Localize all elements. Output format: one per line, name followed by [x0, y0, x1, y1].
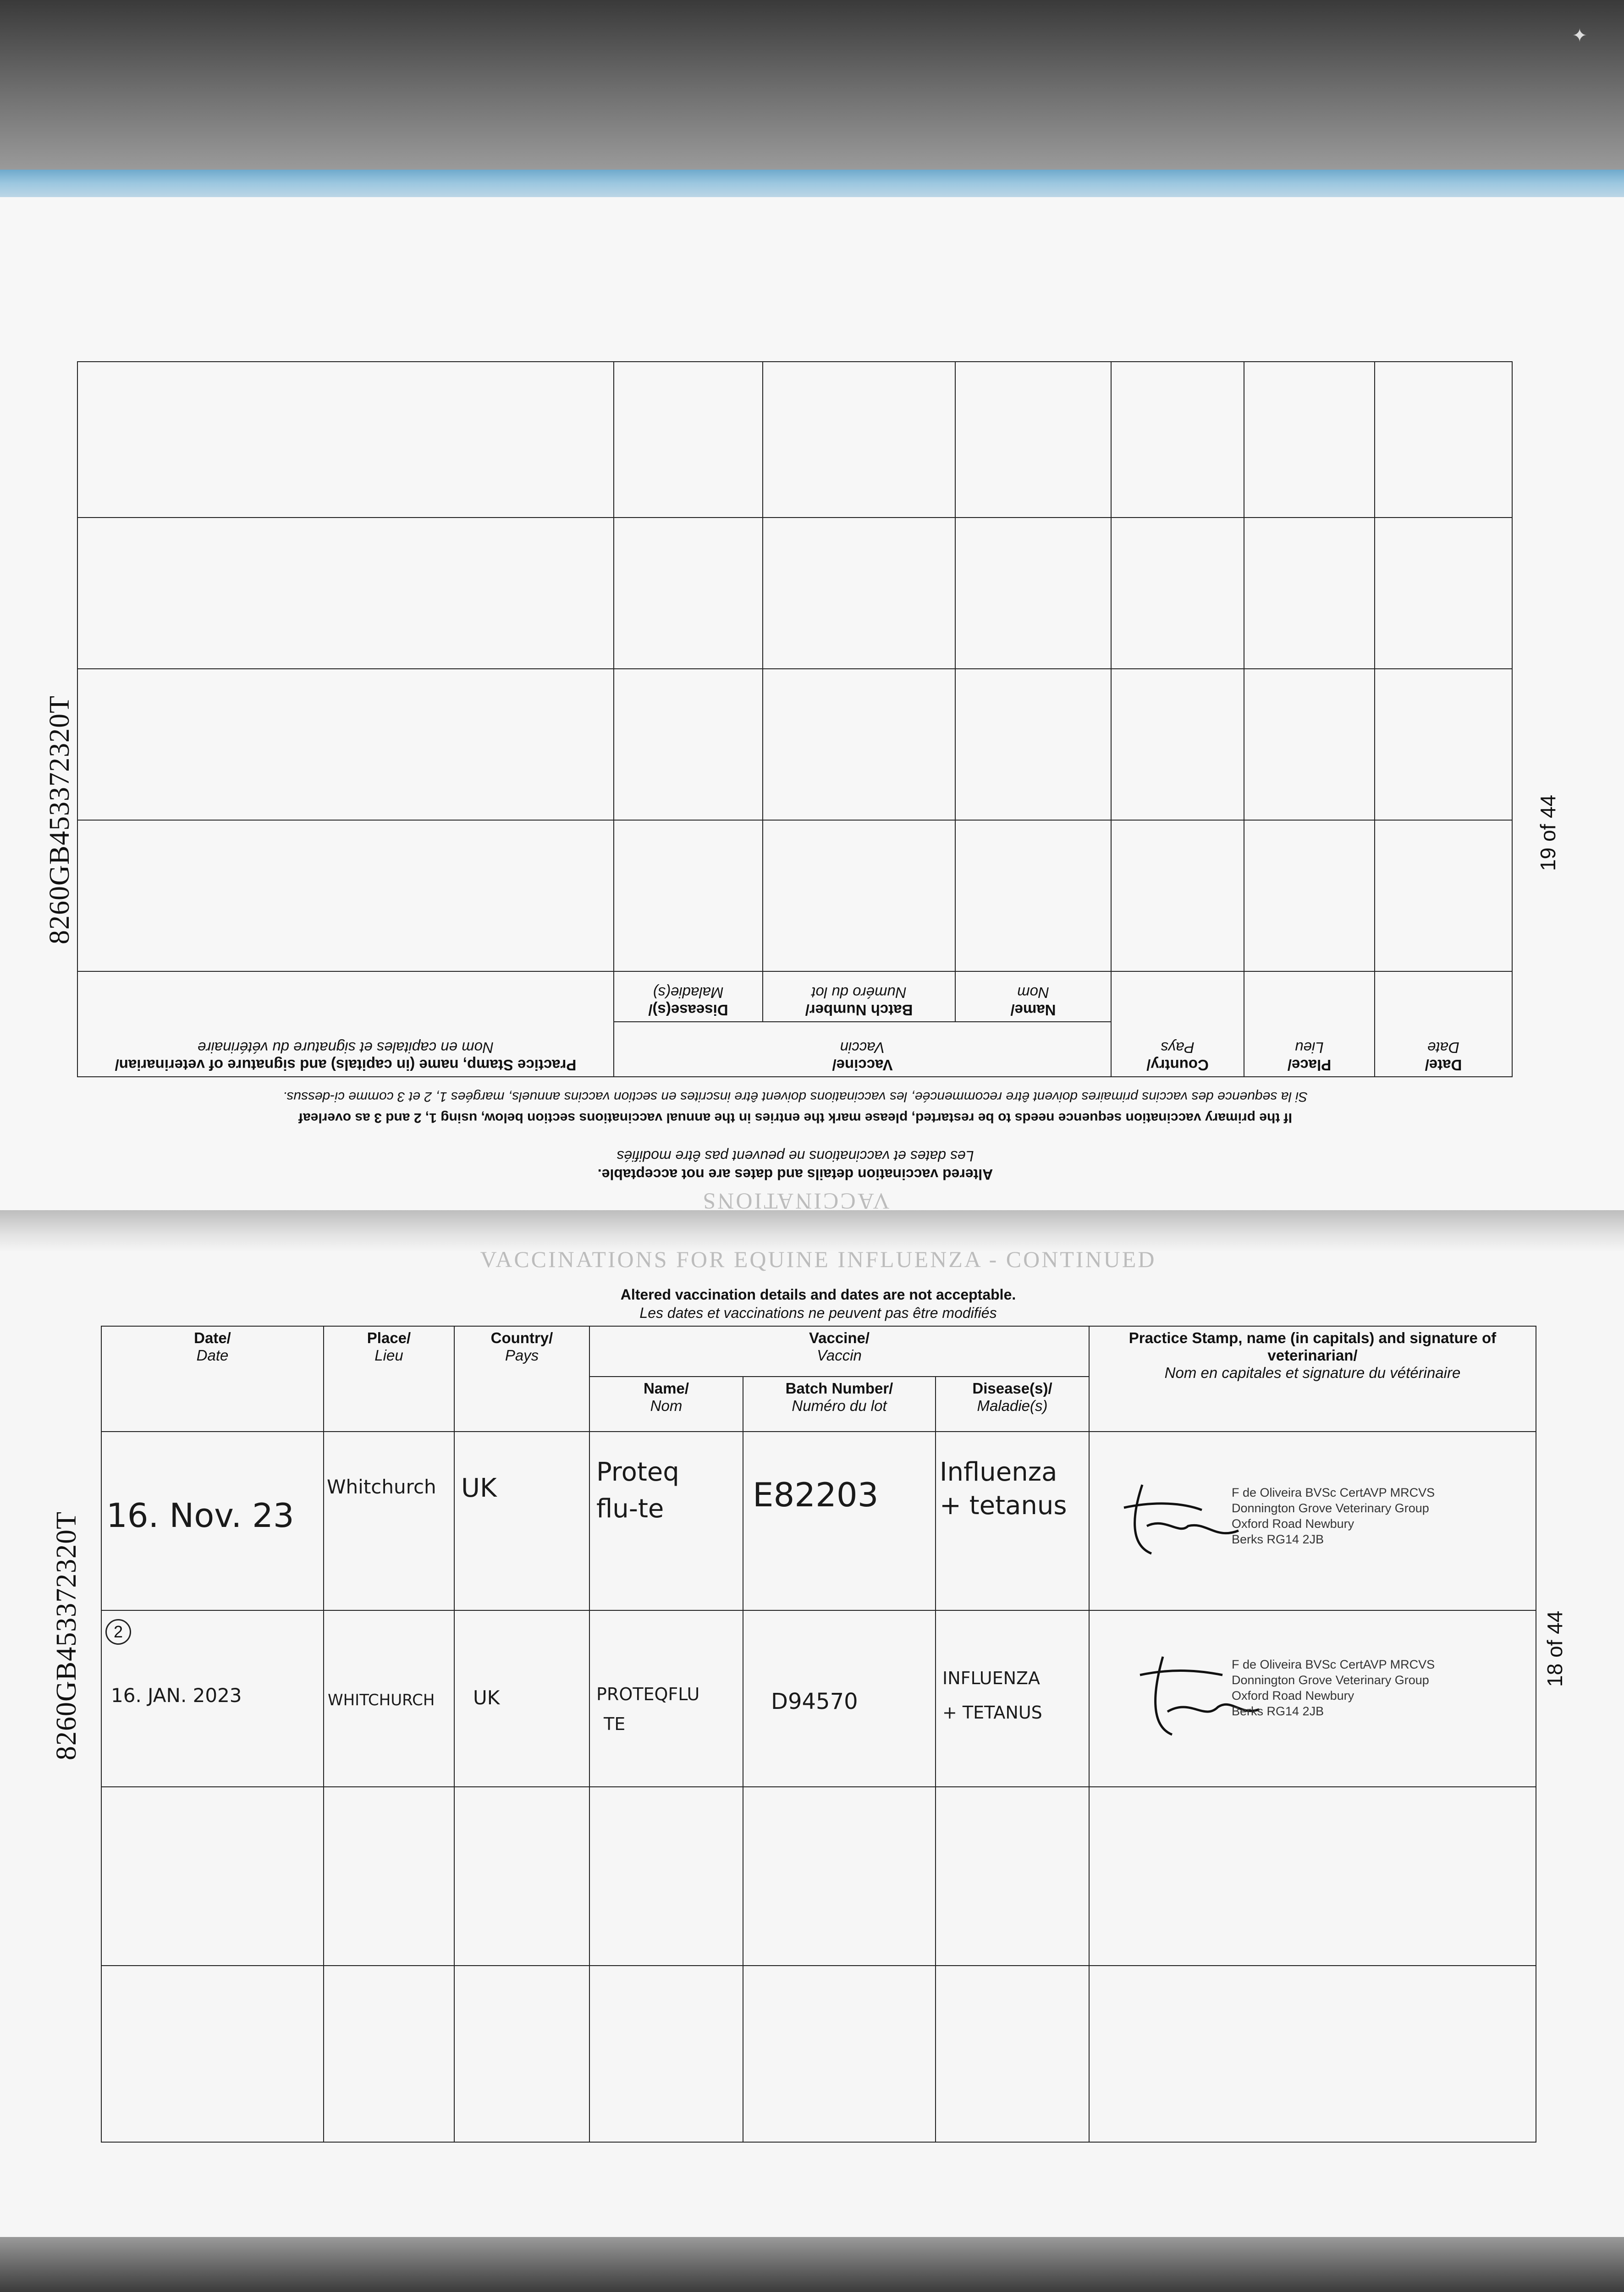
col-country: Country/ Pays [1111, 971, 1244, 1077]
table-row [101, 1966, 1536, 2142]
col-vaccine-name: Name/ Nom [955, 971, 1111, 1022]
col-practice-stamp: Practice Stamp, name (in capitals) and signature of veterinarian/ Nom en capitales et signature du vétérinaire [1089, 1326, 1536, 1432]
scanner-edge-top [0, 0, 1624, 170]
table-row [101, 1432, 1536, 1610]
upper-notice-fr: Les dates et vaccinations ne peuvent pas être modifiés [617, 1148, 974, 1164]
col-diseases: Disease(s)/ Maladie(s) [936, 1377, 1089, 1432]
col-diseases: Disease(s)/ Maladie(s) [614, 971, 763, 1022]
table-row [77, 820, 1512, 971]
col-batch-number: Batch Number/ Numéro du lot [763, 971, 955, 1022]
entry-vaccine-name: PROTEQFLU [596, 1684, 700, 1704]
entry-country: UK [461, 1473, 497, 1503]
table-row [101, 1610, 1536, 1787]
upper-notice: Altered vaccination details and dates are not acceptable. [597, 1166, 993, 1183]
upper-page-number: 19 of 44 [1536, 794, 1560, 871]
upper-sequence-note-fr: Si la sequence des vaccins primaires doivent être recommencée, les vaccinations doivent être inscrites en section vaccins annuels, margées 1, 2 et 3 comme ci-dessus. [282, 1089, 1308, 1104]
practice-stamp: F de Oliveira BVSc CertAVP MRCVS Donnington Grove Veterinary Group Oxford Road Newbury Berks RG14 2JB [1232, 1658, 1435, 1718]
lower-notice-fr: Les dates et vaccinations ne peuvent pas être modifiés [639, 1305, 997, 1321]
lower-notice: Altered vaccination details and dates are not acceptable. [620, 1286, 1016, 1303]
entry-place: WHITCHURCH [328, 1691, 435, 1709]
lower-page [101, 1247, 1536, 2168]
lower-vaccination-table [101, 1326, 1536, 2143]
table-row [77, 669, 1512, 820]
entry-disease-line2: + tetanus [940, 1491, 1067, 1521]
upper-page [78, 298, 1513, 1214]
col-vaccine: Vaccine/ Vaccin [589, 1326, 1089, 1377]
table-row [77, 518, 1512, 669]
col-vaccine: Vaccine/ Vaccin [614, 1022, 1111, 1077]
col-practice-stamp: Practice Stamp, name (in capitals) and signature of veterinarian/ Nom en capitales et signature du vétérinaire [77, 971, 614, 1077]
lower-heading: VACCINATIONS FOR EQUINE INFLUENZA - CONTINUED [480, 1246, 1156, 1272]
book-cover-edge [0, 170, 1624, 197]
table-row [77, 362, 1512, 518]
col-place: Place/ Lieu [324, 1326, 454, 1432]
upper-passport-id: 8260GB453372320T [44, 695, 75, 944]
col-batch-number: Batch Number/ Numéro du lot [743, 1377, 936, 1432]
entry-disease: INFLUENZA [942, 1668, 1040, 1688]
entry-batch-number: D94570 [771, 1689, 858, 1714]
entry-disease-line2: + TETANUS [942, 1702, 1042, 1723]
entry-vaccine-name-line2: flu-te [596, 1494, 664, 1524]
table-row [101, 1787, 1536, 1966]
col-date: Date/ Date [101, 1326, 324, 1432]
col-date: Date/ Date [1375, 971, 1512, 1077]
practice-stamp: F de Oliveira BVSc CertAVP MRCVS Donnington Grove Veterinary Group Oxford Road Newbury Berks RG14 2JB [1232, 1486, 1435, 1546]
col-country: Country/ Pays [454, 1326, 589, 1432]
entry-batch-number: E82203 [753, 1476, 879, 1514]
corner-mark: ✦ [1572, 26, 1587, 46]
entry-place: Whitchurch [327, 1476, 436, 1498]
sequence-marker: 2 [105, 1619, 131, 1645]
upper-sequence-note: If the primary vaccination sequence needs to be restarted, please mark the entries in the annual vaccinations section below, using 1, 2 and 3 as overleaf [298, 1110, 1292, 1125]
entry-vaccine-name-line2: TE [604, 1714, 626, 1734]
upper-vaccination-table [77, 361, 1513, 1077]
scanner-edge-bottom [0, 2237, 1624, 2292]
entry-country: UK [473, 1686, 500, 1709]
upper-heading: VACCINATIONS [701, 1189, 890, 1214]
col-vaccine-name: Name/ Nom [589, 1377, 743, 1432]
lower-passport-id: 8260GB453372320T [51, 1511, 82, 1760]
entry-date: 16. JAN. 2023 [111, 1684, 242, 1707]
entry-date: 16. Nov. 23 [106, 1496, 294, 1535]
book-fold [0, 1210, 1624, 1251]
lower-page-number: 18 of 44 [1543, 1610, 1567, 1687]
entry-vaccine-name: Proteq [596, 1457, 679, 1487]
col-place: Place/ Lieu [1244, 971, 1375, 1077]
entry-disease: Influenza [940, 1457, 1057, 1487]
